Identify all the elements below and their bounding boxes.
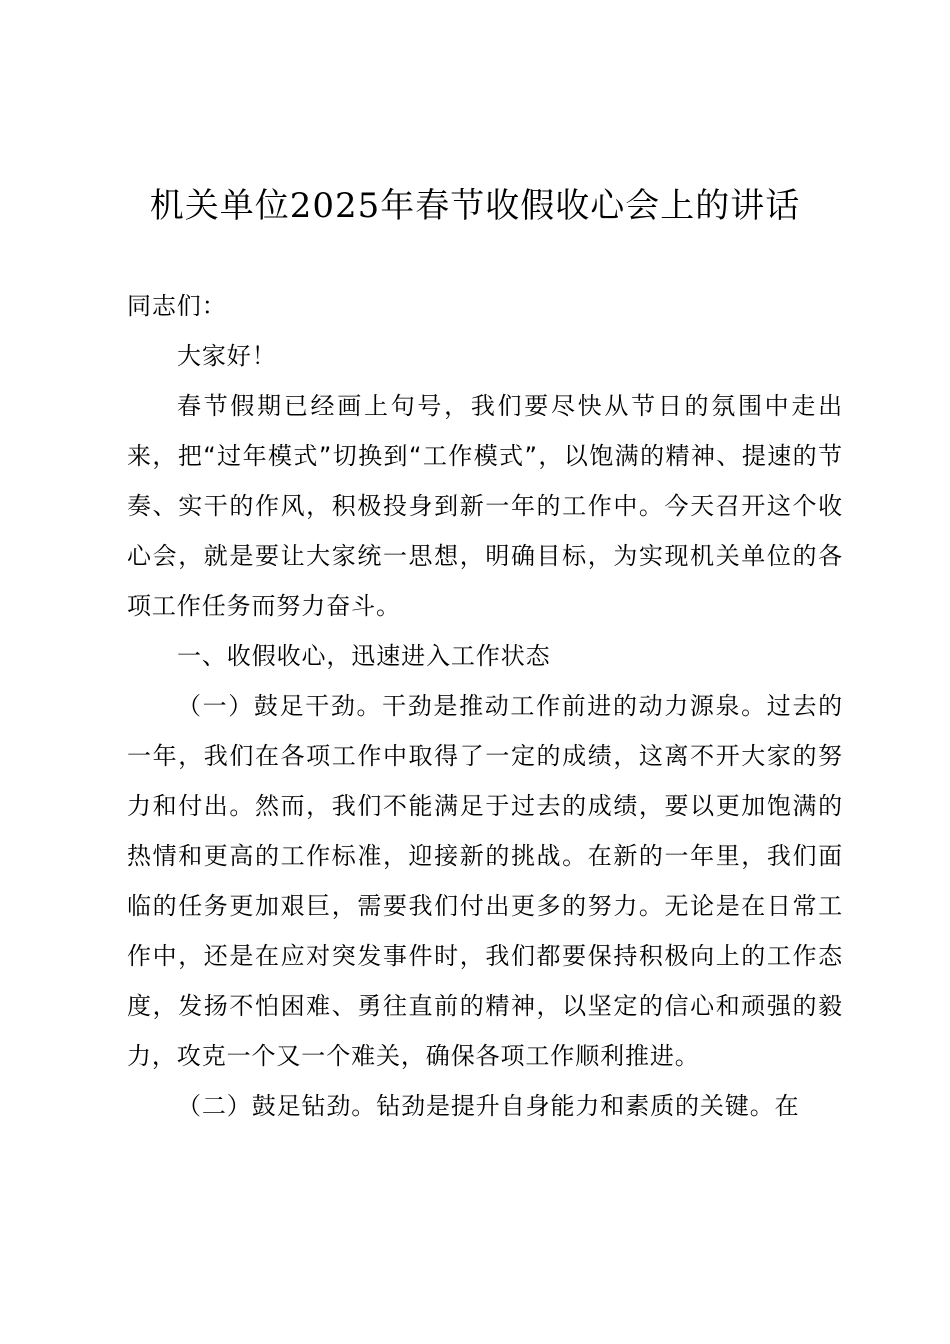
greeting: 大家好！ xyxy=(177,342,277,370)
paragraph-intro: 春节假期已经画上句号，我们要尽快从节日的氛围中走出来，把“过年模式”切换到“工作模式”，以饱满的精神、提速的节奏、实干的作风，积极投身到新一年的工作中。今天召开这个收心会，就是要让大家统一思想，明确目标，为实现机关单位的各项工作任务而努力奋斗。 xyxy=(127,392,843,620)
salutation: 同志们： xyxy=(127,292,227,320)
paragraph-subsection-1: （一）鼓足干劲。干劲是推动工作前进的动力源泉。过去的一年，我们在各项工作中取得了一定的成绩，这离不开大家的努力和付出。然而，我们不能满足于过去的成绩，要以更加饱满的热情和更高的工作标准，迎接新的挑战。在新的一年里，我们面临的任务更加艰巨，需要我们付出更多的努力。无论是在日常工作中，还是在应对突发事件时，我们都要保持积极向上的工作态度，发扬不怕困难、勇往直前的精神，以坚定的信心和顽强的毅力，攻克一个又一个难关，确保各项工作顺利推进。 xyxy=(127,692,843,1070)
document-body xyxy=(127,281,843,1131)
paragraph-subsection-2: （二）鼓足钻劲。钻劲是提升自身能力和素质的关键。在 xyxy=(177,1092,800,1120)
section-heading: 一、收假收心，迅速进入工作状态 xyxy=(177,642,551,670)
document-title: 机关单位2025年春节收假收心会上的讲话 xyxy=(149,186,801,226)
